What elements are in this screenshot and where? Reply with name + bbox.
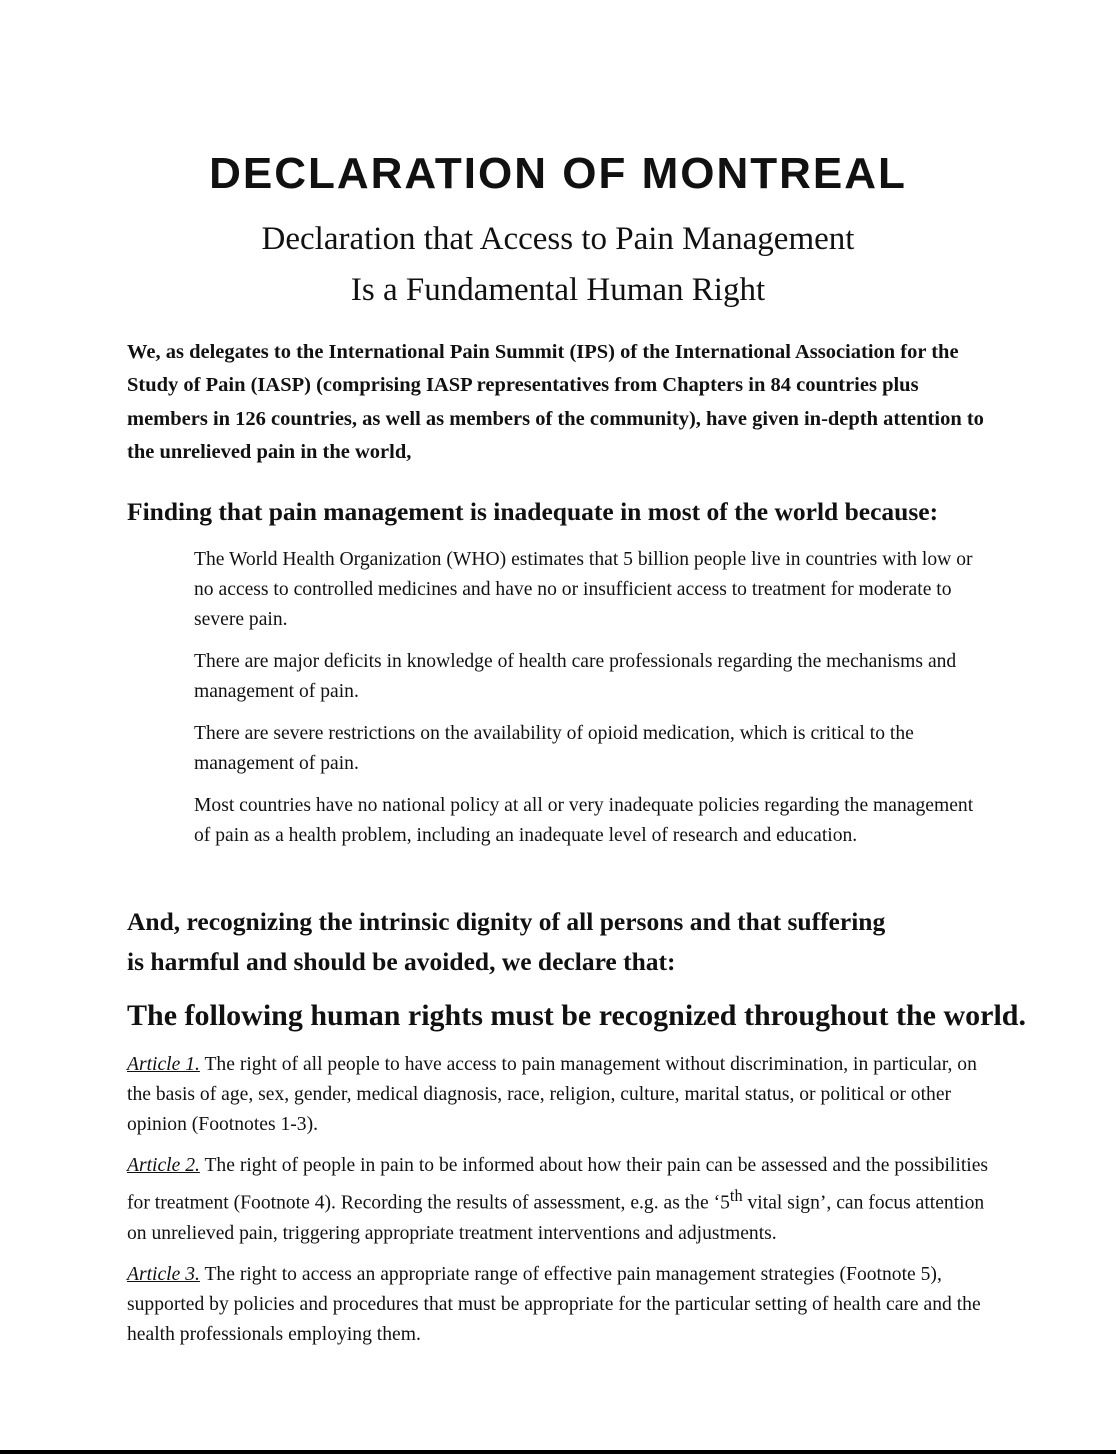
article-2-superscript: th bbox=[729, 1186, 743, 1205]
finding-item-3: There are severe restrictions on the availability of opioid medication, which is critical to the management of pain. bbox=[194, 723, 914, 774]
document-title: DECLARATION OF MONTREAL bbox=[209, 149, 907, 198]
recognizing-line-2: is harmful and should be avoided, we declare that: bbox=[127, 947, 676, 976]
rights-heading: The following human rights must be recognized throughout the world. bbox=[127, 999, 1026, 1032]
recognizing-heading bbox=[127, 902, 927, 982]
intro-paragraph: We, as delegates to the International Pain Summit (IPS) of the International Association for the Study of Pain (IASP) (comprising IASP representatives from Chapters in 84 countries plus members in 126 countries, as well as members of the community), have given in-depth attention to the unrelieved pain in the world, bbox=[127, 341, 984, 463]
findings-list bbox=[194, 545, 994, 863]
article-1 bbox=[127, 1050, 995, 1140]
subtitle-line-1: Declaration that Access to Pain Management bbox=[261, 221, 855, 257]
document-subtitle bbox=[0, 214, 1116, 316]
articles-list bbox=[127, 1050, 995, 1361]
article-2-label: Article 2. bbox=[127, 1155, 200, 1176]
finding-item-4: Most countries have no national policy at all or very inadequate policies regarding the management of pain as a health problem, including an inadequate level of research and education. bbox=[194, 795, 974, 846]
finding-item-1: The World Health Organization (WHO) estimates that 5 billion people live in countries with low or no access to controlled medicines and have no or insufficient access to treatment for moderate to severe pain. bbox=[194, 549, 973, 630]
article-3-label: Article 3. bbox=[127, 1263, 200, 1285]
article-1-label: Article 1. bbox=[127, 1054, 200, 1075]
finding-item-2: There are major deficits in knowledge of health care professionals regarding the mechanisms and management of pain. bbox=[194, 651, 957, 702]
finding-heading: Finding that pain management is inadequate in most of the world because: bbox=[127, 497, 939, 526]
article-2-text-before: The right of people in pain to be informed about how their pain can be assessed and the possibilities for treatment (Footnote 4). Recording the results of assessment, e.g. as the ‘5 bbox=[127, 1155, 989, 1214]
page-bottom-rule bbox=[0, 1450, 1116, 1454]
article-2 bbox=[127, 1151, 995, 1249]
article-3 bbox=[127, 1260, 995, 1350]
subtitle-line-2: Is a Fundamental Human Right bbox=[350, 272, 766, 308]
article-3-text: The right to access an appropriate range of effective pain management strategies (Footnote 5), supported by policies and procedures that must be appropriate for the particular setting of health care and the health professionals employing them. bbox=[127, 1263, 981, 1345]
article-1-text: The right of all people to have access to pain management without discrimination, in particular, on the basis of age, sex, gender, medical diagnosis, race, religion, culture, marital status, or political or other opinion (Footnotes 1-3). bbox=[127, 1054, 977, 1135]
recognizing-line-1: And, recognizing the intrinsic dignity of all persons and that suffering bbox=[127, 907, 886, 936]
article-2-text-after: vital sign’, can focus attention on unrelieved pain, triggering appropriate treatment interventions and adjustments. bbox=[127, 1192, 985, 1244]
